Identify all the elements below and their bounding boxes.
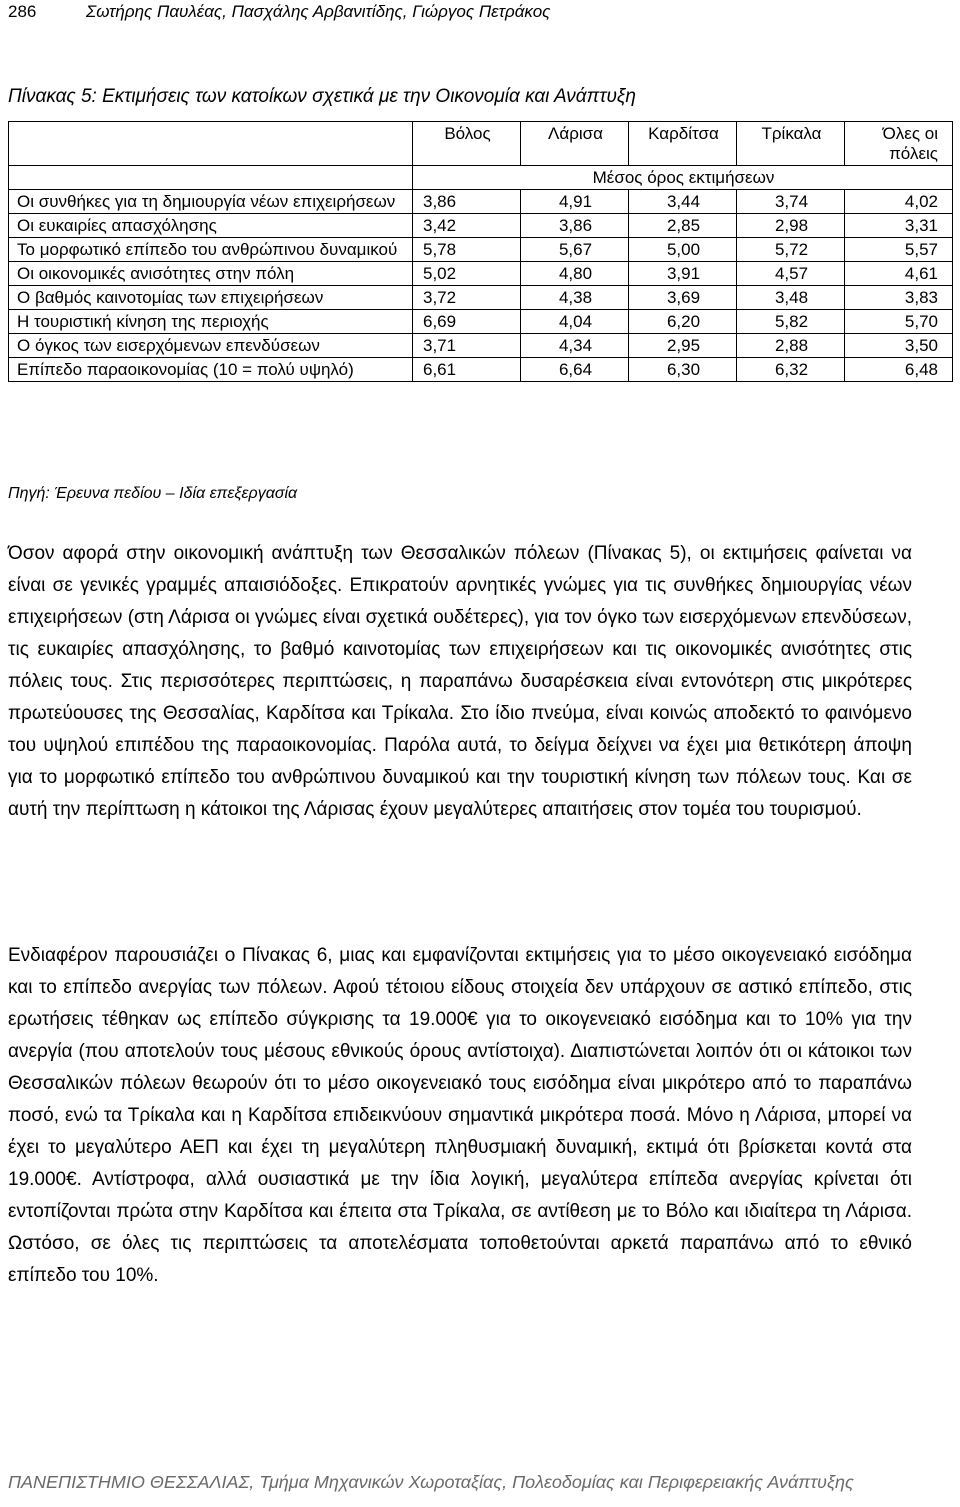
subheader-empty-cell xyxy=(9,166,413,190)
row-value: 4,04 xyxy=(521,310,629,334)
row-label: Η τουριστική κίνηση της περιοχής xyxy=(9,310,413,334)
row-value: 3,69 xyxy=(629,286,737,310)
row-value: 3,86 xyxy=(413,190,521,214)
column-header-volos: Βόλος xyxy=(413,122,521,166)
row-value: 4,61 xyxy=(845,262,953,286)
row-value: 4,38 xyxy=(521,286,629,310)
row-value: 3,91 xyxy=(629,262,737,286)
table-row xyxy=(9,334,953,358)
row-label: Οι συνθήκες για τη δημιουργία νέων επιχειρήσεων xyxy=(9,190,413,214)
row-value: 3,48 xyxy=(737,286,845,310)
row-value: 4,57 xyxy=(737,262,845,286)
row-value: 6,69 xyxy=(413,310,521,334)
paragraph-economic-development: Όσον αφορά στην οικονομική ανάπτυξη των Θεσσαλικών πόλεων (Πίνακας 5), οι εκτιμήσεις φαίνεται να είναι σε γενικές γραμμές απαισιόδοξες. Επικρατούν αρνητικές γνώμες για τις συνθήκες δημιουργίας νέων επιχειρήσεων (στη Λάρισα οι γνώμες είναι σχετικά ουδέτερες), για τον όγκο των εισερχόμενων επενδύσεων, τις ευκαιρίες απασχόλησης, το βαθμό καινοτομίας των επιχειρήσεων και τις οικονομικές ανισότητες στις πόλεις τους. Στις περισσότερες περιπτώσεις, η παραπάνω δυσαρέσκεια είναι εντονότερη στις μικρότερες πρωτεύουσες της Θεσσαλίας, Καρδίτσα και Τρίκαλα. Στο ίδιο πνεύμα, είναι κοινώς αποδεκτό το φαινόμενο του υψηλού επιπέδου της παραοικονομίας. Παρόλα αυτά, το δείγμα δείχνει να έχει μια θετικότερη άποψη για το μορφωτικό επίπεδο του ανθρώπινου δυναμικού και την τουριστική κίνηση των πόλεων τους. Και σε αυτή την περίπτωση η κάτοικοι της Λάρισας έχουν μεγαλύτερες απαιτήσεις στον τομέα του τουρισμού. xyxy=(8,543,912,820)
row-value: 5,72 xyxy=(737,238,845,262)
row-label: Επίπεδο παραοικονομίας (10 = πολύ υψηλό) xyxy=(9,358,413,382)
table-source: Πηγή: Έρευνα πεδίου – Ιδία επεξεργασία xyxy=(8,485,298,502)
running-header xyxy=(8,2,550,22)
row-value: 5,57 xyxy=(845,238,953,262)
table-header-row xyxy=(9,122,953,166)
row-value: 3,74 xyxy=(737,190,845,214)
row-value: 5,78 xyxy=(413,238,521,262)
row-value: 3,42 xyxy=(413,214,521,238)
table-body xyxy=(9,190,953,382)
row-value: 3,86 xyxy=(521,214,629,238)
table-caption: Πίνακας 5: Εκτιμήσεις των κατοίκων σχετικά με την Οικονομία και Ανάπτυξη xyxy=(8,86,636,107)
row-value: 6,64 xyxy=(521,358,629,382)
row-value: 4,91 xyxy=(521,190,629,214)
row-label: Ο όγκος των εισερχόμενων επενδύσεων xyxy=(9,334,413,358)
table-row xyxy=(9,262,953,286)
page-number: 286 xyxy=(8,2,37,21)
row-value: 3,71 xyxy=(413,334,521,358)
table-row xyxy=(9,286,953,310)
row-value: 2,85 xyxy=(629,214,737,238)
row-value: 6,30 xyxy=(629,358,737,382)
row-value: 3,31 xyxy=(845,214,953,238)
row-value: 3,50 xyxy=(845,334,953,358)
row-value: 6,61 xyxy=(413,358,521,382)
row-value: 5,67 xyxy=(521,238,629,262)
row-value: 5,00 xyxy=(629,238,737,262)
row-value: 5,82 xyxy=(737,310,845,334)
table-row xyxy=(9,358,953,382)
row-label: Ο βαθμός καινοτομίας των επιχειρήσεων xyxy=(9,286,413,310)
row-value: 6,20 xyxy=(629,310,737,334)
column-header-trikala: Τρίκαλα xyxy=(737,122,845,166)
column-header-larisa: Λάρισα xyxy=(521,122,629,166)
row-value: 2,95 xyxy=(629,334,737,358)
row-label: Οι ευκαιρίες απασχόλησης xyxy=(9,214,413,238)
header-empty-cell xyxy=(9,122,413,166)
table-row xyxy=(9,310,953,334)
table-row xyxy=(9,238,953,262)
column-header-all-cities: Όλες οι πόλεις xyxy=(845,122,953,166)
column-header-karditsa: Καρδίτσα xyxy=(629,122,737,166)
page-footer: ΠΑΝΕΠΙΣΤΗΜΙΟ ΘΕΣΣΑΛΙΑΣ, Τμήμα Μηχανικών Χωροταξίας, Πολεοδομίας και Περιφερειακής Ανάπτυξης xyxy=(8,1472,854,1492)
row-value: 4,80 xyxy=(521,262,629,286)
table-row xyxy=(9,214,953,238)
paragraph-income-unemployment: Ενδιαφέρον παρουσιάζει ο Πίνακας 6, μιας και εμφανίζονται εκτιμήσεις για το μέσο οικογενειακό εισόδημα και το επίπεδο ανεργίας των πόλεων. Αφού τέτοιου είδους στοιχεία δεν υπάρχουν σε αστικό επίπεδο, στις ερωτήσεις τέθηκαν ως επίπεδο σύγκρισης τα 19.000€ για το οικογενειακό εισόδημα και το 10% για την ανεργία (που αποτελούν τους μέσους εθνικούς όρους αντίστοιχα). Διαπιστώνεται λοιπόν ότι οι κάτοικοι των Θεσσαλικών πόλεων θεωρούν ότι το μέσο οικογενειακό τους εισόδημα είναι μικρότερο από το παραπάνω ποσό, ενώ τα Τρίκαλα και η Καρδίτσα επιδεικνύουν σημαντικά μικρότερα ποσά. Μόνο η Λάρισα, μπορεί να έχει το μεγαλύτερο ΑΕΠ και έχει τη μεγαλύτερη πληθυσμιακή δυναμική, εκτιμά ότι βρίσκεται κοντά στα 19.000€. Αντίστροφα, αλλά ουσιαστικά με την ίδια λογική, μεγαλύτερα επίπεδα ανεργίας κρίνεται ότι εντοπίζονται πρώτα στην Καρδίτσα και έπειτα στα Τρίκαλα, σε αντίθεση με το Βόλο και ιδιαίτερα τη Λάρισα. Ωστόσο, σε όλες τις περιπτώσεις τα αποτελέσματα τοποθετούνται αρκετά παραπάνω από το εθνικό επίπεδο του 10%. xyxy=(8,945,912,1286)
row-value: 6,48 xyxy=(845,358,953,382)
row-value: 3,44 xyxy=(629,190,737,214)
table-subheader: Μέσος όρος εκτιμήσεων xyxy=(413,166,953,190)
table-subheader-row xyxy=(9,166,953,190)
table-row xyxy=(9,190,953,214)
row-value: 4,34 xyxy=(521,334,629,358)
row-value: 5,02 xyxy=(413,262,521,286)
estimates-table xyxy=(8,121,953,382)
row-value: 2,98 xyxy=(737,214,845,238)
row-value: 2,88 xyxy=(737,334,845,358)
row-value: 4,02 xyxy=(845,190,953,214)
row-value: 5,70 xyxy=(845,310,953,334)
row-label: Το μορφωτικό επίπεδο του ανθρώπινου δυναμικού xyxy=(9,238,413,262)
row-value: 3,72 xyxy=(413,286,521,310)
row-value: 3,83 xyxy=(845,286,953,310)
header-authors: Σωτήρης Παυλέας, Πασχάλης Αρβανιτίδης, Γιώργος Πετράκος xyxy=(86,2,551,21)
row-label: Οι οικονομικές ανισότητες στην πόλη xyxy=(9,262,413,286)
row-value: 6,32 xyxy=(737,358,845,382)
